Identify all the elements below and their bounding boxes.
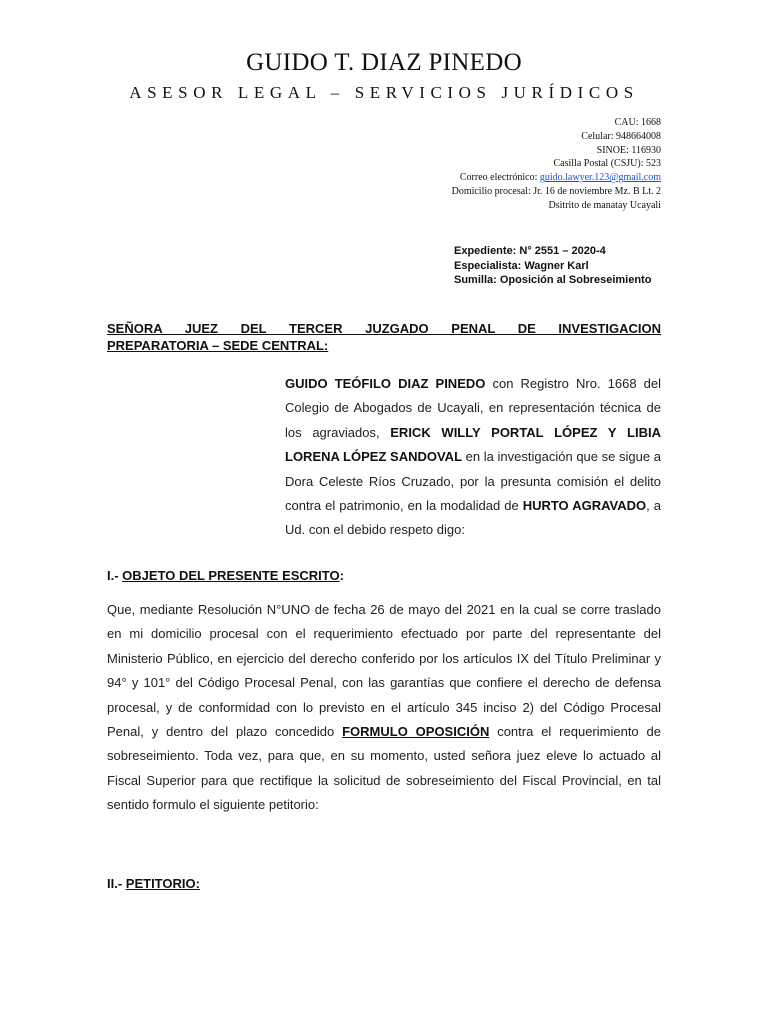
- letterhead-subtitle: ASESOR LEGAL – SERVICIOS JURÍDICOS: [129, 83, 639, 102]
- section-2-title: PETITORIO:: [125, 876, 200, 891]
- contact-cau: CAU: 1668: [614, 117, 661, 128]
- contact-block: [261, 116, 661, 213]
- case-expediente: Expediente: N° 2551 – 2020-4: [454, 245, 606, 257]
- intro-text-1: con Registro Nro. 1668 del Colegio de Abogados de Ucayali, en representación técnica de los agraviados,: [285, 376, 661, 440]
- contact-distrito: Dsitrito de manatay Ucayali: [548, 199, 661, 211]
- section-2-heading: [107, 875, 200, 892]
- contact-sinoe: SINOE: 116930: [596, 144, 661, 156]
- section-2-number: II.-: [107, 876, 126, 891]
- body-text-2: contra el requerimiento de sobreseimiento. Toda vez, para que, en su momento, usted señora juez eleve lo actuado al Fiscal Superior para que rectifique la solicitud de sobreseimiento del Fiscal Provincial, en tal sentido formulo el siguiente petitorio:: [107, 724, 661, 813]
- contact-email-label: Correo electrónico:: [459, 172, 540, 184]
- addressee-heading: [107, 320, 661, 354]
- case-especialista: Especialista: Wagner Karl: [454, 259, 589, 272]
- letterhead: [0, 48, 768, 104]
- intro-crime: HURTO AGRAVADO: [522, 498, 647, 514]
- section-1-title: OBJETO DEL PRESENTE ESCRITO: [122, 568, 340, 583]
- case-info: [454, 244, 714, 288]
- intro-victims: ERICK WILLY PORTAL LÓPEZ Y LIBIA LORENA LÓPEZ SANDOVAL: [285, 424, 661, 465]
- addressee-line-2: PREPARATORIA – SEDE CENTRAL:: [107, 338, 329, 353]
- body-paragraph: [107, 598, 661, 818]
- body-emphasis: FORMULO OPOSICIÓN: [342, 724, 490, 740]
- intro-text-2: en la investigación que se sigue a Dora Celeste Ríos Cruzado, por la presunta comisión el delito contra el patrimonio, en la modalidad de: [285, 449, 661, 514]
- intro-paragraph: [285, 372, 661, 543]
- section-1-heading: [107, 567, 344, 584]
- contact-casilla: Casilla Postal (CSJU): 523: [553, 158, 661, 170]
- body-text-1: Que, mediante Resolución N°UNO de fecha 26 de mayo del 2021 en la cual se corre traslado en mi domicilio procesal con el requerimiento efectuado por parte del representante del Ministerio Público, en ejercicio del derecho conferido por los artículos IX del Título Preliminar y 94° y 101° del Código Procesal Penal, con las garantías que confiere el derecho de defensa procesal, y de conformidad con lo previsto en el artículo 345 inciso 2) del Código Procesal Penal, y dentro del plazo concedido: [107, 602, 661, 740]
- intro-lawyer-name: GUIDO TEÓFILO DIAZ PINEDO: [285, 376, 486, 391]
- letterhead-name: GUIDO T. DIAZ PINEDO: [246, 49, 522, 76]
- contact-domicilio: Domicilio procesal: Jr. 16 de noviembre Mz. B Lt. 2: [451, 185, 661, 197]
- contact-email-link[interactable]: guido.lawyer.123@gmail.com: [539, 172, 661, 184]
- contact-email-line: [261, 171, 661, 185]
- section-1-colon: :: [339, 568, 344, 583]
- contact-celular: Celular: 948664008: [581, 130, 661, 142]
- intro-text-3: , a Ud. con el debido respeto digo:: [285, 498, 661, 538]
- case-sumilla: Sumilla: Oposición al Sobreseimiento: [454, 274, 652, 286]
- section-1-number: I.-: [107, 568, 123, 583]
- addressee-line-1: SEÑORA JUEZ DEL TERCER JUZGADO PENAL DE INVESTIGACION: [107, 321, 661, 336]
